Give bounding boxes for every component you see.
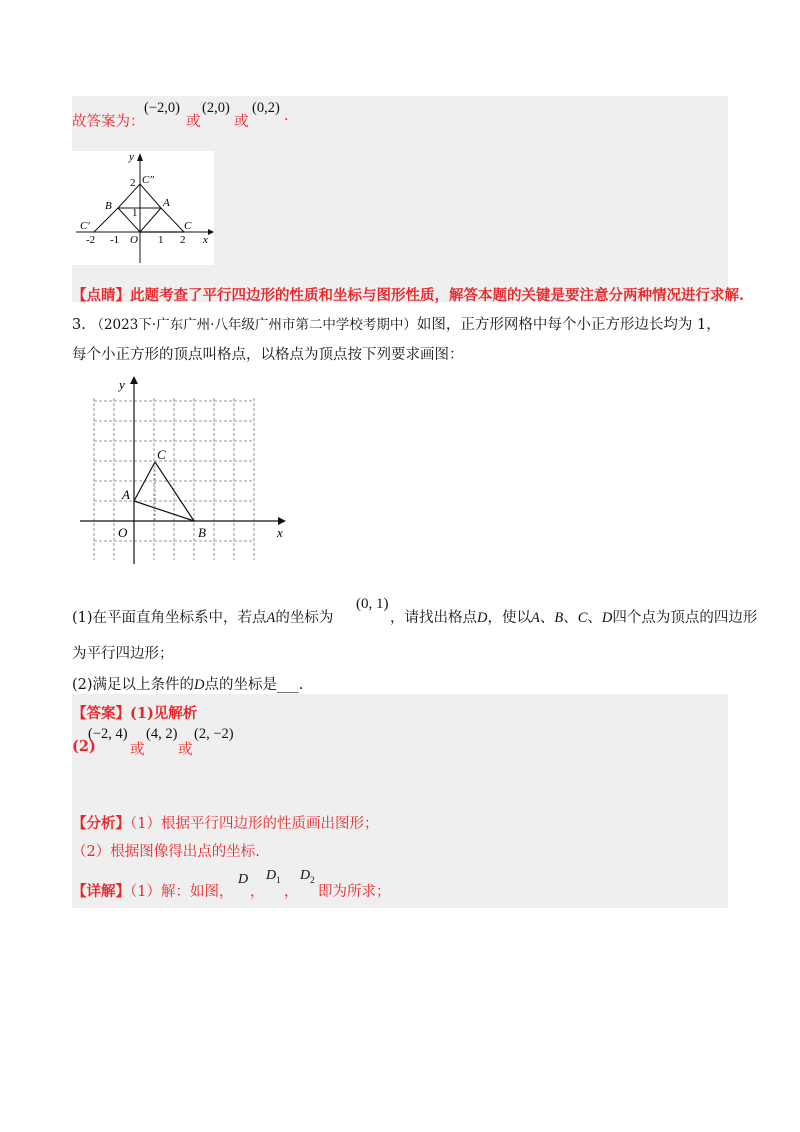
answer-or-1: 或 — [186, 114, 201, 130]
answer-coord-1: (−2,0) — [144, 100, 180, 116]
answer-2-or-2: 或 — [178, 742, 193, 758]
figure-2-y-arrow — [130, 376, 138, 384]
figure-2-label-x: x — [277, 525, 283, 540]
answer-2-coord-1: (−2, 4) — [88, 726, 128, 742]
answer-or-2: 或 — [234, 114, 249, 130]
part-2-point-d: D — [194, 677, 205, 693]
figure-2-triangle-abc — [134, 462, 194, 521]
figure-1-tick-1y: 1 — [132, 207, 138, 219]
answer-2-part-2-prefix: (2) — [72, 738, 96, 755]
answer-coord-3: (0,2) — [252, 100, 280, 116]
question-3-line-1 — [72, 313, 721, 334]
figure-1-label-b: B — [105, 200, 112, 212]
figure-2-label-b: B — [198, 525, 206, 540]
figure-1-tick-2x: 2 — [180, 234, 186, 246]
detail-point-d: D — [238, 872, 249, 887]
figure-1-diagram — [72, 151, 214, 265]
answer-2-tag-line — [72, 702, 197, 723]
figure-1-label-c: C — [184, 220, 192, 232]
question-source: （2023下·广东广州·八年级广州市第二中学校考期中） — [90, 317, 417, 333]
figure-2-label-y: y — [119, 377, 125, 392]
detail-point-d2: $D_2$ — [300, 868, 315, 885]
comment-1-text: 此题考查了平行四边形的性质和坐标与图形性质，解答本题的关键是要注意分两种情况进行求解. — [130, 287, 745, 304]
detail-comma-1: ， — [250, 884, 265, 900]
analysis-text-2: （2）根据图像得出点的坐标. — [72, 844, 260, 860]
answer-2-or-1: 或 — [130, 742, 145, 758]
analysis-text-1: （1）根据平行四边形的性质画出图形； — [130, 816, 379, 832]
answer-period: . — [284, 108, 289, 124]
answer-2-tag: 【答案】 — [72, 705, 130, 722]
figure-1-label-y: y — [129, 151, 134, 163]
figure-1-tick-m1: -1 — [110, 234, 120, 246]
part-1-line-2-text: 为平行四边形； — [72, 646, 174, 662]
figure-1-tick-2y: 2 — [130, 177, 136, 189]
figure-1-tick-1x: 1 — [158, 234, 164, 246]
part-1-line-1 — [72, 596, 758, 630]
answer-2-coord-3: (2, −2) — [194, 726, 234, 742]
figure-2-label-a: A — [122, 487, 130, 502]
figure-2-grid-diagram — [72, 372, 292, 572]
answer-2-coord-2: (4, 2) — [146, 726, 178, 742]
analysis-tag: 【分析】 — [72, 815, 130, 832]
figure-1-label-o: O — [130, 234, 138, 246]
figure-2-x-arrow — [278, 517, 286, 525]
part-1-point-a: A — [266, 610, 276, 626]
figure-1-label-x: x — [203, 234, 208, 246]
question-number: 3. — [72, 317, 86, 333]
question-stem-2: 每个小正方形的顶点叫格点，以格点为顶点按下列要求画图： — [72, 347, 464, 363]
detail-comma-2: ， — [284, 884, 299, 900]
answer-coord-2: (2,0) — [202, 100, 230, 116]
part-1-prefix: (1)在平面直角坐标系中，若点A的坐标为 — [72, 610, 334, 626]
figure-1-label-c-dprime: C″ — [142, 174, 154, 186]
analysis-line-2 — [72, 840, 260, 861]
comment-1 — [72, 284, 744, 305]
figure-2-label-o: O — [118, 525, 128, 540]
figure-1-tick-m2: -2 — [86, 234, 96, 246]
question-stem-1: 如图，正方形网格中每个小正方形边长均为 1， — [416, 317, 721, 333]
part-1-suffix: ，请找出格点D，使以A、B、C、D四个点为顶点的四边形 — [390, 610, 758, 626]
detail-point-d1: $D_1$ — [266, 868, 281, 885]
part-2-blank: ___ — [277, 677, 299, 693]
figure-1-label-c-prime: C′ — [80, 220, 90, 232]
part-1-coord-a: (0, 1) — [356, 596, 389, 612]
answer-2-part-1: (1)见解析 — [130, 705, 198, 722]
question-3-line-2 — [72, 343, 464, 364]
answer-prefix: 故答案为： — [72, 114, 145, 130]
comment-1-tag: 【点睛】 — [72, 287, 130, 304]
figure-1-label-a: A — [163, 197, 170, 209]
detail-tag: 【详解】 — [72, 883, 130, 900]
detail-suffix: 即为所求； — [318, 884, 391, 900]
figure-2-label-c: C — [157, 447, 166, 462]
detail-prefix: 【详解】（1）解：如图， — [72, 883, 234, 900]
part-2-line: (2)满足以上条件的D点的坐标是___. — [72, 677, 304, 693]
part-1-line-2 — [72, 642, 174, 663]
analysis-line-1 — [72, 812, 378, 833]
